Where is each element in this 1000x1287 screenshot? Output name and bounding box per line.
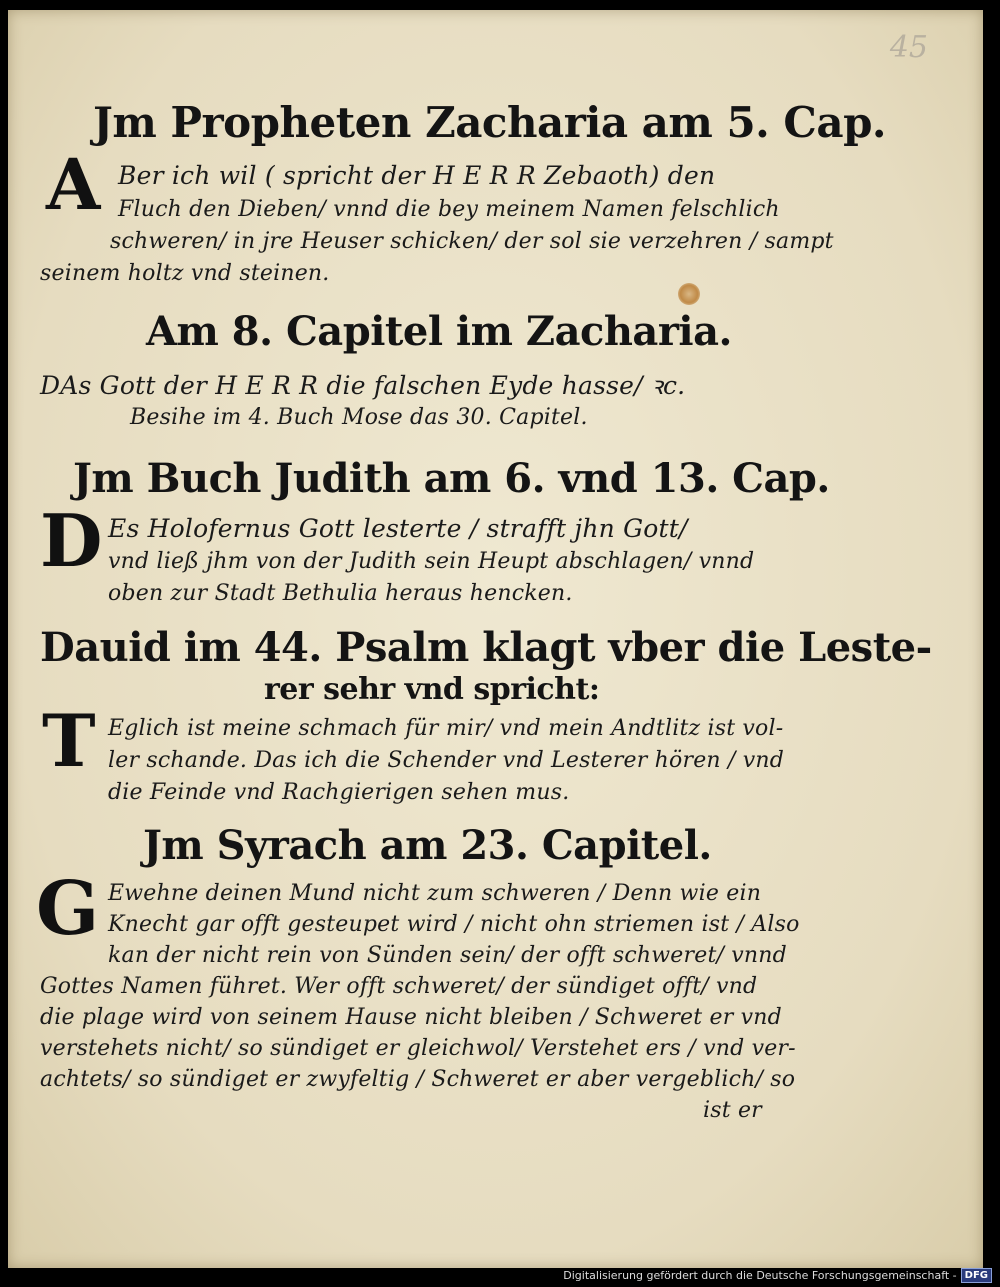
text-line: vnd ließ jhm von der Judith sein Heupt abschlagen/ vnnd xyxy=(108,549,755,574)
footer-credit xyxy=(563,1267,992,1283)
text-line: Ewehne deinen Mund nicht zum schweren / Denn wie ein xyxy=(108,881,762,906)
section-heading: Jm Syrach am 23. Capitel. xyxy=(143,822,712,869)
text-line: Knecht gar offt gesteupet wird / nicht ohn striemen ist / Also xyxy=(108,912,800,937)
text-line: Es Holofernus Gott lesterte / strafft jhn Gott/ xyxy=(108,514,688,543)
text-line: Eglich ist meine schmach für mir/ vnd mein Andtlitz ist vol- xyxy=(108,716,784,741)
section-heading: Jm Buch Judith am 6. vnd 13. Cap. xyxy=(73,455,830,502)
catchword: ist er xyxy=(703,1098,762,1123)
text-line: die plage wird von seinem Hause nicht bleiben / Schweret er vnd xyxy=(40,1005,782,1030)
text-line: kan der nicht rein von Sünden sein/ der offt schweret/ vnnd xyxy=(108,943,787,968)
drop-cap-initial: G xyxy=(36,866,100,952)
document-page xyxy=(8,10,983,1268)
folio-number: 45 xyxy=(889,30,928,65)
text-line: Gottes Namen führet. Wer offt schweret/ der sündiget offt/ vnd xyxy=(40,974,758,999)
text-line: oben zur Stadt Bethulia heraus hencken. xyxy=(108,581,573,606)
drop-cap-initial: D xyxy=(40,498,103,583)
section-heading: Jm Propheten Zacharia am 5. Cap. xyxy=(93,98,887,147)
drop-cap-initial: T xyxy=(42,698,96,783)
dfg-logo-icon: DFG xyxy=(961,1268,992,1283)
text-line: verstehets nicht/ so sündiget er gleichwol/ Verstehet ers / vnd ver- xyxy=(40,1036,796,1061)
section-heading: Dauid im 44. Psalm klagt vber die Leste- xyxy=(40,624,932,671)
section-heading: Am 8. Capitel im Zacharia. xyxy=(146,308,732,355)
text-line: schweren/ in jre Heuser schicken/ der sol sie verzehren / sampt xyxy=(110,229,834,254)
text-line: Ber ich wil ( spricht der H E R R Zebaoth) den xyxy=(118,161,716,190)
paper-stain xyxy=(678,283,700,305)
text-line: Besihe im 4. Buch Mose das 30. Capitel. xyxy=(130,405,588,430)
text-line: achtets/ so sündiget er zwyfeltig / Schweret er aber vergeblich/ so xyxy=(40,1067,796,1092)
text-line: DAs Gott der H E R R die falschen Eyde hasse/ ꝛc. xyxy=(40,371,686,400)
text-line: Fluch den Dieben/ vnnd die bey meinem Namen felschlich xyxy=(118,197,780,222)
footer-text: Digitalisierung gefördert durch die Deutsche Forschungsgemeinschaft - xyxy=(563,1268,957,1282)
text-line: seinem holtz vnd steinen. xyxy=(40,261,330,286)
text-line: die Feinde vnd Rachgierigen sehen mus. xyxy=(108,780,570,805)
section-heading-continued: rer sehr vnd spricht: xyxy=(264,672,600,707)
text-line: ler schande. Das ich die Schender vnd Lesterer hören / vnd xyxy=(108,748,785,773)
drop-cap-initial: A xyxy=(46,143,101,226)
